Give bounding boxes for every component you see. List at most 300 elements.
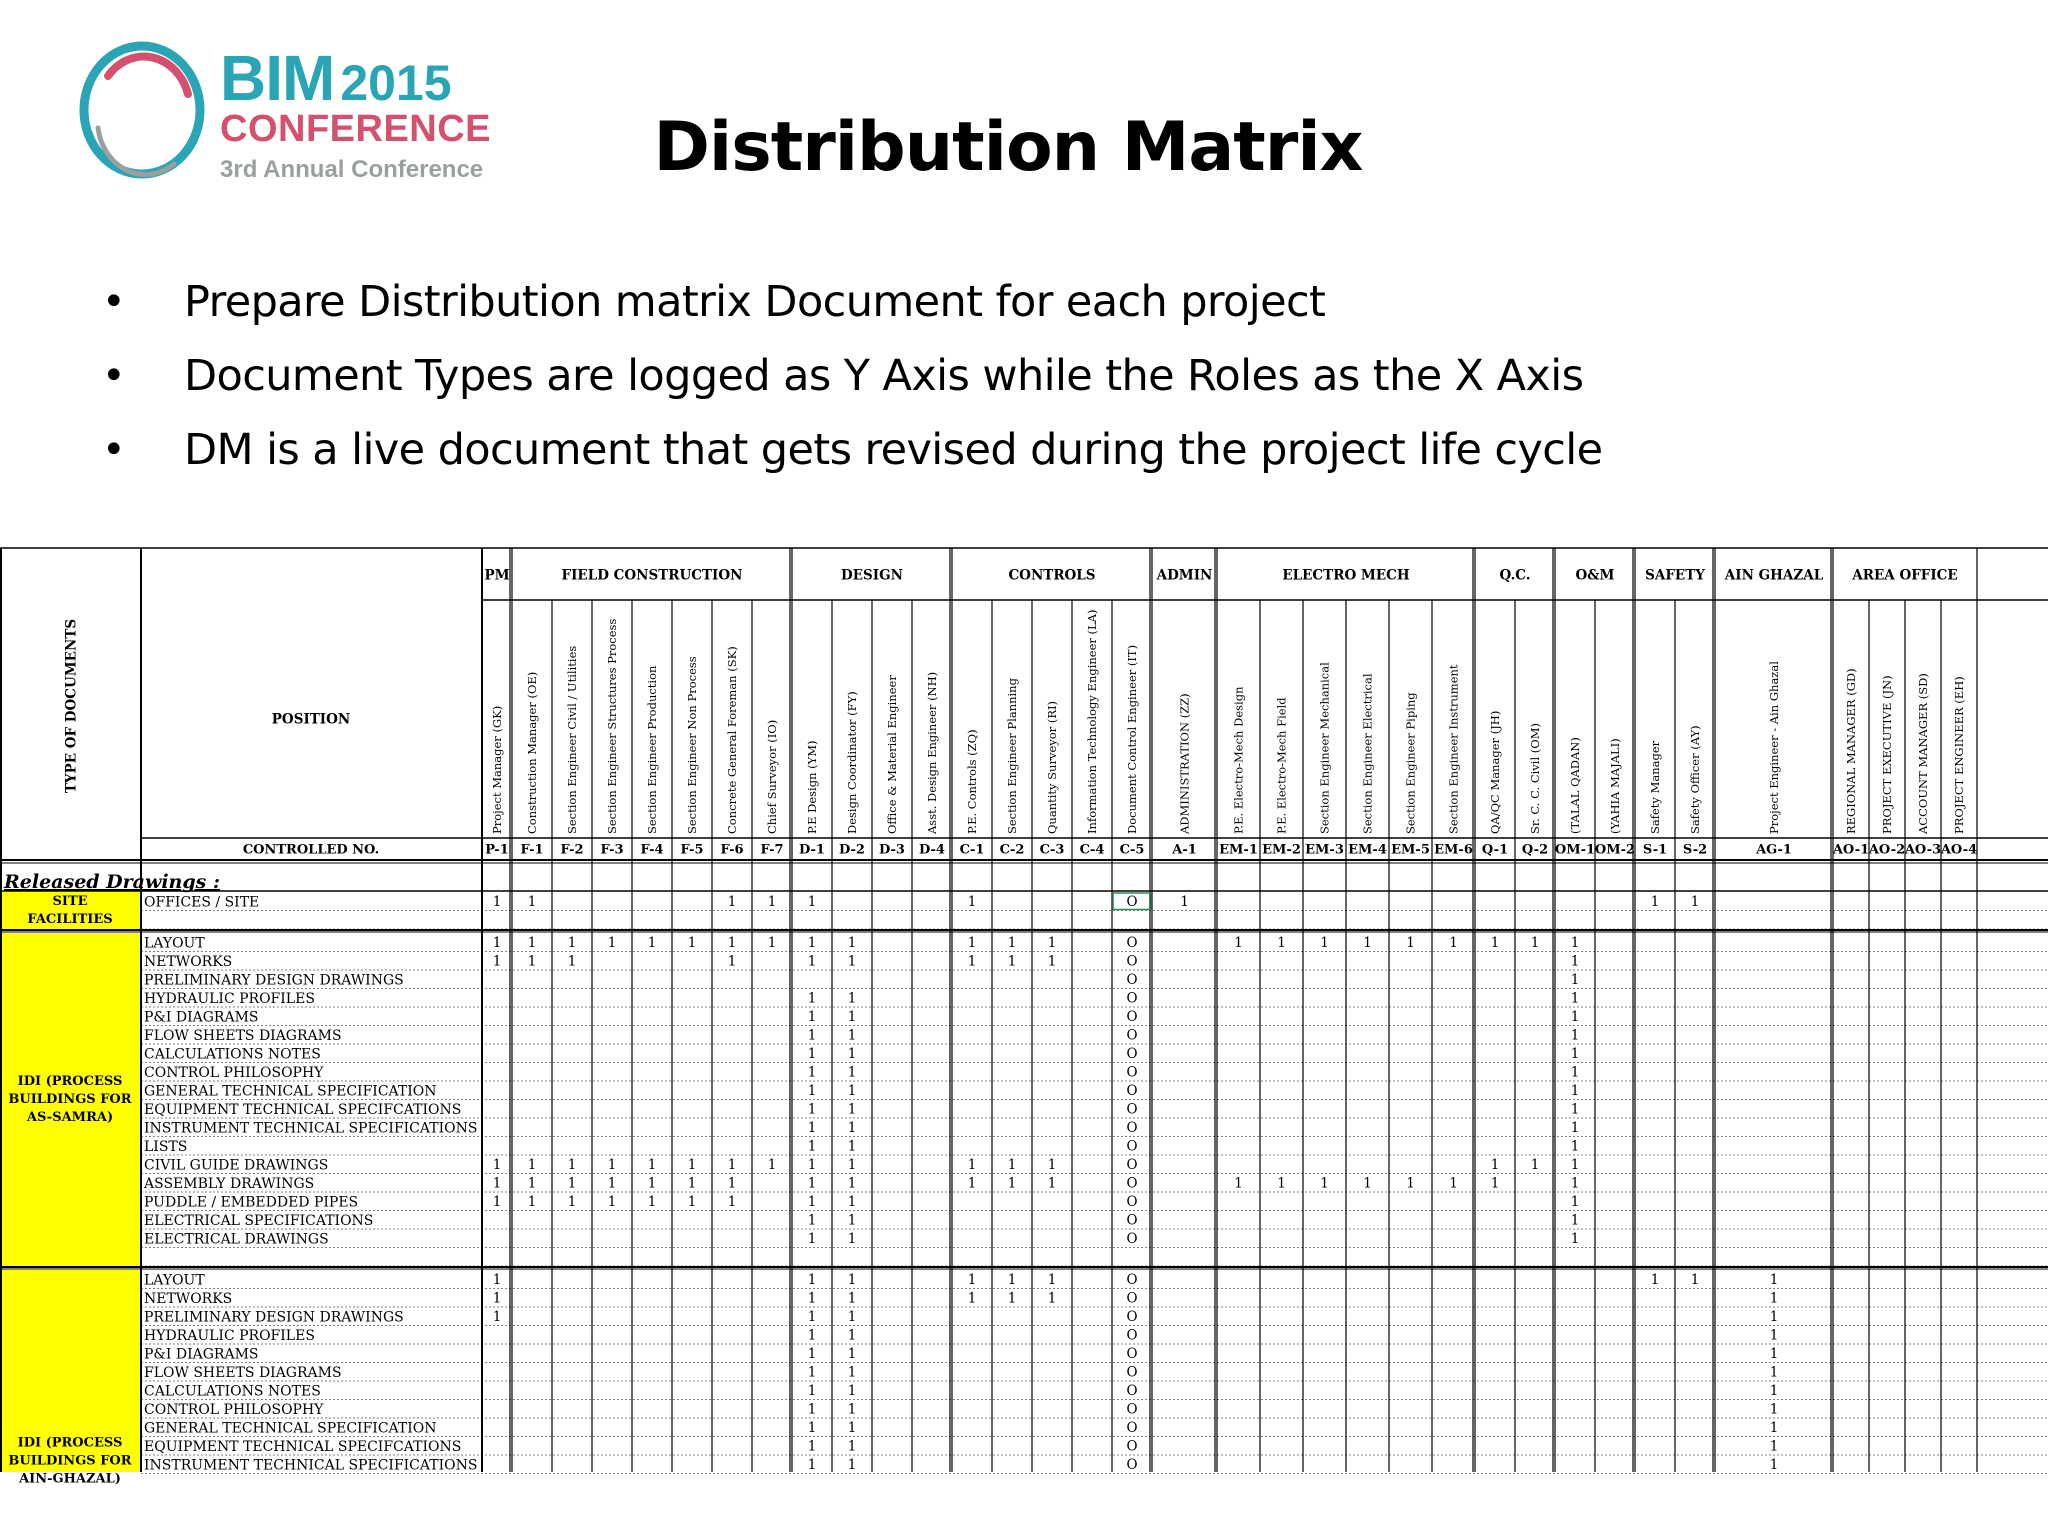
bullet-dot-icon: • xyxy=(102,353,125,399)
matrix-mark: 1 xyxy=(807,1419,817,1436)
matrix-mark: 1 xyxy=(1047,1271,1057,1288)
document-type-name: OFFICES / SITE xyxy=(144,894,260,911)
matrix-mark: 1 xyxy=(967,1271,977,1288)
matrix-mark: 1 xyxy=(807,1045,817,1062)
matrix-mark: 1 xyxy=(687,1175,697,1192)
matrix-mark: 1 xyxy=(567,1156,577,1173)
column-code: D-1 xyxy=(799,842,825,858)
document-type-name: CONTROL PHILOSOPHY xyxy=(144,1401,324,1418)
matrix-mark: 1 xyxy=(1769,1308,1779,1325)
bullet-dot-icon: • xyxy=(102,427,125,473)
matrix-mark: 1 xyxy=(527,1156,537,1173)
matrix-mark: 1 xyxy=(1363,1175,1372,1192)
matrix-mark: 1 xyxy=(1047,1175,1057,1192)
matrix-mark: 1 xyxy=(727,934,737,951)
section-label: BUILDINGS FOR xyxy=(8,1092,132,1107)
matrix-mark: 1 xyxy=(1570,953,1580,970)
matrix-mark: 1 xyxy=(1406,1175,1415,1192)
column-code: P-1 xyxy=(485,842,509,858)
matrix-mark: 1 xyxy=(967,1175,977,1192)
matrix-mark: 1 xyxy=(847,990,857,1007)
matrix-mark: 1 xyxy=(492,953,502,970)
matrix-mark: 1 xyxy=(1769,1290,1779,1307)
matrix-mark: 1 xyxy=(767,934,777,951)
matrix-mark: 1 xyxy=(807,990,817,1007)
matrix-mark: 1 xyxy=(807,1271,817,1288)
matrix-mark: 1 xyxy=(767,893,777,910)
matrix-mark: 1 xyxy=(1320,934,1329,951)
matrix-mark: 1 xyxy=(492,1271,502,1288)
page-title: Distribution Matrix xyxy=(653,108,1363,187)
matrix-mark: 1 xyxy=(527,953,537,970)
matrix-mark: 1 xyxy=(847,1456,857,1473)
matrix-mark: 1 xyxy=(847,1327,857,1344)
matrix-mark: 1 xyxy=(847,1212,857,1229)
document-type-name: INSTRUMENT TECHNICAL SPECIFICATIONS xyxy=(144,1457,478,1474)
document-type-name: LAYOUT xyxy=(144,935,205,952)
column-position-label: Section Engineer Non Process xyxy=(685,656,699,834)
matrix-mark: 1 xyxy=(1570,1212,1580,1229)
group-header: AIN GHAZAL xyxy=(1724,567,1824,584)
matrix-mark: 1 xyxy=(1570,1230,1580,1247)
matrix-mark: 1 xyxy=(1570,1101,1580,1118)
matrix-mark: O xyxy=(1126,1401,1138,1418)
matrix-mark: 1 xyxy=(1570,990,1580,1007)
matrix-mark: 1 xyxy=(1320,1175,1329,1192)
matrix-mark: 1 xyxy=(647,934,657,951)
matrix-mark: 1 xyxy=(847,1364,857,1381)
bullet-item xyxy=(100,270,1603,344)
column-code: A-1 xyxy=(1172,842,1197,858)
matrix-mark: 1 xyxy=(1007,1271,1017,1288)
matrix-mark: 1 xyxy=(527,1193,537,1210)
matrix-mark: 1 xyxy=(567,1193,577,1210)
column-position-label: Design Coordinator (FY) xyxy=(845,691,859,834)
matrix-mark: O xyxy=(1126,971,1138,988)
column-position-label: Section Engineer Planning xyxy=(1005,678,1019,834)
document-type-name: EQUIPMENT TECHNICAL SPECIFCATIONS xyxy=(144,1438,462,1455)
matrix-mark: 1 xyxy=(1449,1175,1458,1192)
column-position-label: Construction Manager (OE) xyxy=(525,671,539,834)
document-type-name: P&I DIAGRAMS xyxy=(144,1346,259,1363)
matrix-mark: 1 xyxy=(1769,1271,1779,1288)
matrix-mark: O xyxy=(1126,1345,1138,1362)
column-position-label: Asst. Design Engineer (NH) xyxy=(925,671,939,834)
column-position-label: PROJECT ENGINEER (EH) xyxy=(1952,676,1966,834)
column-position-label: ACCOUNT MANAGER (SD) xyxy=(1916,673,1930,834)
column-position-label: P.E Design (YM) xyxy=(805,740,819,834)
matrix-mark: 1 xyxy=(527,893,537,910)
matrix-mark: 1 xyxy=(1234,1175,1243,1192)
matrix-mark: 1 xyxy=(1180,893,1189,910)
matrix-mark: 1 xyxy=(967,953,977,970)
document-type-name: CONTROL PHILOSOPHY xyxy=(144,1064,324,1081)
column-position-label: (YAHIA MAJALI) xyxy=(1608,738,1622,834)
matrix-mark: 1 xyxy=(647,1156,657,1173)
matrix-mark: 1 xyxy=(967,934,977,951)
matrix-mark: O xyxy=(1126,953,1138,970)
bullet-text: Prepare Distribution matrix Document for each project xyxy=(184,277,1326,327)
matrix-mark: 1 xyxy=(807,1290,817,1307)
column-code: D-3 xyxy=(879,842,905,858)
matrix-mark: 1 xyxy=(847,1438,857,1455)
matrix-mark: 1 xyxy=(807,1156,817,1173)
matrix-mark: 1 xyxy=(1007,1290,1017,1307)
column-code: C-4 xyxy=(1079,842,1105,858)
matrix-mark: 1 xyxy=(807,1082,817,1099)
matrix-mark: 1 xyxy=(807,1101,817,1118)
matrix-mark: O xyxy=(1126,1082,1138,1099)
bullet-text: Document Types are logged as Y Axis while the Roles as the X Axis xyxy=(184,351,1584,401)
column-code: Q-1 xyxy=(1481,842,1509,858)
matrix-mark: 1 xyxy=(807,1138,817,1155)
matrix-mark: 1 xyxy=(807,1327,817,1344)
document-type-name: GENERAL TECHNICAL SPECIFICATION xyxy=(144,1420,437,1437)
matrix-mark: 1 xyxy=(1570,1119,1580,1136)
matrix-mark: 1 xyxy=(807,893,817,910)
column-position-label: Section Engineer Civil / Utilities xyxy=(565,645,579,834)
matrix-mark: 1 xyxy=(607,1156,617,1173)
column-code: AO-3 xyxy=(1904,842,1942,858)
document-type-name: HYDRAULIC PROFILES xyxy=(144,1327,315,1344)
matrix-mark: O xyxy=(1126,1212,1138,1229)
matrix-mark: 1 xyxy=(807,1345,817,1362)
column-code: EM-6 xyxy=(1434,842,1473,858)
column-code: EM-1 xyxy=(1219,842,1258,858)
column-code: C-5 xyxy=(1119,842,1145,858)
document-type-name: FLOW SHEETS DIAGRAMS xyxy=(144,1364,342,1381)
matrix-mark: 1 xyxy=(847,1101,857,1118)
group-header: DESIGN xyxy=(841,567,903,584)
matrix-mark: 1 xyxy=(1047,934,1057,951)
matrix-mark: 1 xyxy=(807,1212,817,1229)
document-type-name: LISTS xyxy=(144,1138,188,1155)
logo-year-text: 2015 xyxy=(340,55,452,111)
column-position-label: REGIONAL MANAGER (GD) xyxy=(1844,668,1858,834)
matrix-mark: 1 xyxy=(807,1027,817,1044)
matrix-mark: 1 xyxy=(1650,893,1660,910)
document-type-name: NETWORKS xyxy=(144,953,233,970)
column-code: F-4 xyxy=(640,842,664,858)
column-code: F-7 xyxy=(760,842,784,858)
column-position-label: ADMINISTRATION (ZZ) xyxy=(1177,693,1192,834)
matrix-mark: 1 xyxy=(727,1193,737,1210)
column-code: C-2 xyxy=(999,842,1025,858)
column-position-label: P.E. Electro-Mech Design xyxy=(1231,686,1246,834)
matrix-mark: O xyxy=(1126,1101,1138,1118)
matrix-mark: 1 xyxy=(1047,1290,1057,1307)
document-type-name: GENERAL TECHNICAL SPECIFICATION xyxy=(144,1083,437,1100)
column-code: EM-4 xyxy=(1348,842,1387,858)
column-code: AO-2 xyxy=(1868,842,1906,858)
matrix-mark: 1 xyxy=(847,1119,857,1136)
controlled-no-label: CONTROLLED NO. xyxy=(242,842,380,858)
group-header: AREA OFFICE xyxy=(1852,567,1958,584)
matrix-mark: 1 xyxy=(807,1119,817,1136)
column-code: Q-2 xyxy=(1521,842,1549,858)
matrix-mark: 1 xyxy=(1570,1008,1580,1025)
column-position-label: Section Engineer Mechanical xyxy=(1317,662,1332,834)
column-position-label: P.E. Controls (ZQ) xyxy=(965,729,979,834)
column-code: D-2 xyxy=(839,842,865,858)
matrix-mark: 1 xyxy=(1234,934,1243,951)
document-type-name: PRELIMINARY DESIGN DRAWINGS xyxy=(144,972,404,989)
group-header: PM xyxy=(484,567,510,584)
matrix-mark: 1 xyxy=(1047,953,1057,970)
matrix-mark: 1 xyxy=(687,1156,697,1173)
matrix-mark: 1 xyxy=(847,1027,857,1044)
column-position-label: Concrete General Foreman (SK) xyxy=(725,646,739,834)
matrix-mark: 1 xyxy=(1047,1156,1057,1173)
column-code: C-1 xyxy=(959,842,985,858)
matrix-mark: 1 xyxy=(807,1008,817,1025)
matrix-mark: 1 xyxy=(847,1230,857,1247)
bullet-item xyxy=(100,344,1603,418)
matrix-mark: O xyxy=(1126,1438,1138,1455)
column-position-label: Section Engineer Piping xyxy=(1403,692,1418,834)
matrix-mark: 1 xyxy=(847,1290,857,1307)
section-label: FACILITIES xyxy=(27,912,113,927)
logo-annual-text: 3rd Annual Conference xyxy=(220,156,484,183)
column-code: AO-4 xyxy=(1940,842,1978,858)
matrix-mark: 1 xyxy=(647,1193,657,1210)
matrix-mark: O xyxy=(1126,1138,1138,1155)
document-type-name: FLOW SHEETS DIAGRAMS xyxy=(144,1027,342,1044)
matrix-mark: 1 xyxy=(847,953,857,970)
matrix-mark: 1 xyxy=(847,1271,857,1288)
matrix-mark: 1 xyxy=(1490,1175,1500,1192)
column-position-label: (TALAL QADAN) xyxy=(1568,737,1582,834)
matrix-mark: 1 xyxy=(807,1308,817,1325)
column-code: S-2 xyxy=(1682,842,1708,858)
document-type-name: NETWORKS xyxy=(144,1290,233,1307)
group-header: O&M xyxy=(1575,567,1615,584)
matrix-mark: 1 xyxy=(607,1175,617,1192)
matrix-mark: O xyxy=(1126,1364,1138,1381)
matrix-mark: O xyxy=(1126,1308,1138,1325)
matrix-mark: 1 xyxy=(1277,934,1286,951)
matrix-mark: O xyxy=(1126,1382,1138,1399)
matrix-mark: O xyxy=(1126,1027,1138,1044)
column-position-label: Information Technology Engineer (LA) xyxy=(1085,609,1099,834)
matrix-mark: 1 xyxy=(847,1082,857,1099)
column-code: AG-1 xyxy=(1756,842,1792,858)
group-header: Q.C. xyxy=(1499,567,1531,584)
section-label: AIN-GHAZAL) xyxy=(19,1471,121,1487)
column-position-label: Project Manager (GK) xyxy=(490,705,504,834)
column-position-label: Safety Manager xyxy=(1648,740,1662,834)
matrix-mark: 1 xyxy=(1570,1027,1580,1044)
bullet-item xyxy=(100,418,1603,492)
matrix-mark: 1 xyxy=(1007,953,1017,970)
logo-bim-text: BIM xyxy=(220,42,335,114)
document-type-name: ELECTRICAL SPECIFICATIONS xyxy=(144,1212,374,1229)
column-position-label: Chief Surveyor (IO) xyxy=(765,719,779,834)
matrix-mark: 1 xyxy=(1449,934,1458,951)
matrix-mark: 1 xyxy=(527,934,537,951)
matrix-mark: 1 xyxy=(847,1175,857,1192)
position-label: POSITION xyxy=(271,711,351,728)
document-type-name: PRELIMINARY DESIGN DRAWINGS xyxy=(144,1309,404,1326)
document-type-name: INSTRUMENT TECHNICAL SPECIFICATIONS xyxy=(144,1120,478,1137)
matrix-mark: 1 xyxy=(727,953,737,970)
matrix-mark: 1 xyxy=(807,1456,817,1473)
matrix-mark: 1 xyxy=(1530,934,1540,951)
matrix-mark: 1 xyxy=(847,1345,857,1362)
matrix-mark: 1 xyxy=(847,1064,857,1081)
matrix-mark: O xyxy=(1126,1119,1138,1136)
matrix-mark: O xyxy=(1126,1230,1138,1247)
document-type-name: CALCULATIONS NOTES xyxy=(144,1046,321,1063)
matrix-mark: 1 xyxy=(807,1401,817,1418)
group-header: FIELD CONSTRUCTION xyxy=(561,567,743,584)
column-position-label: Document Control Engineer (IT) xyxy=(1125,644,1139,834)
matrix-mark: 1 xyxy=(727,1175,737,1192)
column-position-label: P.E. Electro-Mech Field xyxy=(1274,697,1289,834)
column-position-label: Sr. C. C. Civil (OM) xyxy=(1528,723,1542,834)
matrix-mark: 1 xyxy=(1570,934,1580,951)
matrix-mark: 1 xyxy=(687,1193,697,1210)
column-position-label: Safety Officer (AY) xyxy=(1688,725,1702,834)
matrix-mark: 1 xyxy=(492,1175,502,1192)
matrix-mark: 1 xyxy=(1570,1156,1580,1173)
matrix-mark: 1 xyxy=(847,1193,857,1210)
column-code: OM-2 xyxy=(1594,842,1636,858)
column-code: F-5 xyxy=(680,842,704,858)
matrix-mark: 1 xyxy=(527,1175,537,1192)
matrix-mark: 1 xyxy=(1007,934,1017,951)
matrix-mark: 1 xyxy=(1650,1271,1660,1288)
matrix-mark: 1 xyxy=(1570,1193,1580,1210)
matrix-mark: O xyxy=(1126,1456,1138,1473)
logo-conference-text: CONFERENCE xyxy=(220,108,492,150)
matrix-mark: 1 xyxy=(1570,971,1580,988)
matrix-mark: 1 xyxy=(807,1438,817,1455)
matrix-mark: 1 xyxy=(807,1064,817,1081)
matrix-mark: 1 xyxy=(847,1308,857,1325)
group-header: ADMIN xyxy=(1156,567,1213,584)
matrix-mark: 1 xyxy=(967,1156,977,1173)
matrix-mark: O xyxy=(1126,1327,1138,1344)
matrix-mark: 1 xyxy=(847,1045,857,1062)
matrix-mark: 1 xyxy=(1690,1271,1700,1288)
matrix-mark: O xyxy=(1126,1419,1138,1436)
matrix-mark: 1 xyxy=(567,934,577,951)
matrix-mark: 1 xyxy=(767,1156,777,1173)
column-code: S-1 xyxy=(1642,842,1668,858)
bullet-text: DM is a live document that gets revised during the project life cycle xyxy=(184,425,1603,475)
column-code: AO-1 xyxy=(1832,842,1870,858)
matrix-mark: 1 xyxy=(492,1193,502,1210)
matrix-mark: 1 xyxy=(847,1401,857,1418)
matrix-mark: O xyxy=(1126,1064,1138,1081)
distribution-matrix-table xyxy=(0,546,2048,1487)
bullet-list xyxy=(100,270,1603,492)
matrix-mark: 1 xyxy=(492,1156,502,1173)
type-of-documents-label: TYPE OF DOCUMENTS xyxy=(63,618,80,794)
document-type-name: CIVIL GUIDE DRAWINGS xyxy=(144,1157,329,1174)
matrix-mark: 1 xyxy=(1769,1456,1779,1473)
released-drawings-label: Released Drawings : xyxy=(4,871,220,893)
matrix-mark: 1 xyxy=(727,1156,737,1173)
matrix-mark: 1 xyxy=(1769,1364,1779,1381)
group-header: SAFETY xyxy=(1645,567,1705,584)
matrix-mark: 1 xyxy=(1570,1138,1580,1155)
column-position-label: Section Engineer Structures Process xyxy=(605,618,619,834)
column-code: EM-5 xyxy=(1391,842,1430,858)
column-code: EM-2 xyxy=(1262,842,1301,858)
matrix-mark: O xyxy=(1126,1193,1138,1210)
matrix-mark: O xyxy=(1126,1045,1138,1062)
matrix-mark: O xyxy=(1126,1156,1138,1173)
matrix-mark: 1 xyxy=(847,1156,857,1173)
matrix-mark: 1 xyxy=(1007,1175,1017,1192)
section-label: IDI (PROCESS xyxy=(17,1435,123,1451)
section-label: SITE xyxy=(52,894,88,909)
column-code: F-6 xyxy=(720,842,744,858)
section-label: IDI (PROCESS xyxy=(17,1074,123,1089)
matrix-mark: 1 xyxy=(1490,934,1500,951)
matrix-mark: 1 xyxy=(847,1382,857,1399)
column-code: D-4 xyxy=(919,842,945,858)
logo-wordmark xyxy=(220,42,452,114)
matrix-mark: 1 xyxy=(492,1308,502,1325)
column-position-label: Section Engineer Production xyxy=(645,665,659,834)
matrix-mark: 1 xyxy=(1769,1327,1779,1344)
matrix-mark: 1 xyxy=(1769,1438,1779,1455)
matrix-mark: 1 xyxy=(727,893,737,910)
column-position-label: Section Engineer Instrument xyxy=(1446,664,1461,834)
matrix-mark: 1 xyxy=(807,953,817,970)
group-header: CONTROLS xyxy=(1008,567,1096,584)
matrix-mark: 1 xyxy=(567,1175,577,1192)
column-code: F-1 xyxy=(520,842,544,858)
matrix-mark: 1 xyxy=(847,934,857,951)
matrix-mark: 1 xyxy=(807,1382,817,1399)
matrix-mark: O xyxy=(1126,1271,1138,1288)
document-type-name: LAYOUT xyxy=(144,1272,205,1289)
column-position-label: Project Engineer - Ain Ghazal xyxy=(1767,661,1781,834)
matrix-mark: 1 xyxy=(647,1175,657,1192)
matrix-mark: 1 xyxy=(807,1175,817,1192)
matrix-mark: 1 xyxy=(1690,893,1700,910)
column-code: F-3 xyxy=(600,842,624,858)
matrix-mark: 1 xyxy=(847,1008,857,1025)
document-type-name: ELECTRICAL DRAWINGS xyxy=(144,1231,329,1248)
matrix-mark: 1 xyxy=(492,934,502,951)
matrix-mark: 1 xyxy=(567,953,577,970)
matrix-mark: O xyxy=(1126,990,1138,1007)
column-position-label: Section Engineer Electrical xyxy=(1360,673,1375,834)
matrix-mark: 1 xyxy=(1277,1175,1286,1192)
matrix-mark: 1 xyxy=(967,893,977,910)
matrix-mark: 1 xyxy=(847,1419,857,1436)
matrix-mark: 1 xyxy=(807,1230,817,1247)
matrix-mark: 1 xyxy=(1570,1175,1580,1192)
column-code: F-2 xyxy=(560,842,584,858)
column-position-label: QA/QC Manager (JH) xyxy=(1488,710,1502,834)
document-type-name: EQUIPMENT TECHNICAL SPECIFCATIONS xyxy=(144,1101,462,1118)
column-position-label: Office & Material Engineer xyxy=(885,675,899,834)
section-label: BUILDINGS FOR xyxy=(8,1453,132,1469)
document-type-name: P&I DIAGRAMS xyxy=(144,1009,259,1026)
matrix-mark: 1 xyxy=(1570,1064,1580,1081)
matrix-mark: 1 xyxy=(607,934,617,951)
matrix-mark: O xyxy=(1126,1175,1138,1192)
matrix-mark: 1 xyxy=(1406,934,1415,951)
column-position-label: Quantity Surveyor (RI) xyxy=(1045,700,1059,834)
matrix-mark: 1 xyxy=(1570,1045,1580,1062)
